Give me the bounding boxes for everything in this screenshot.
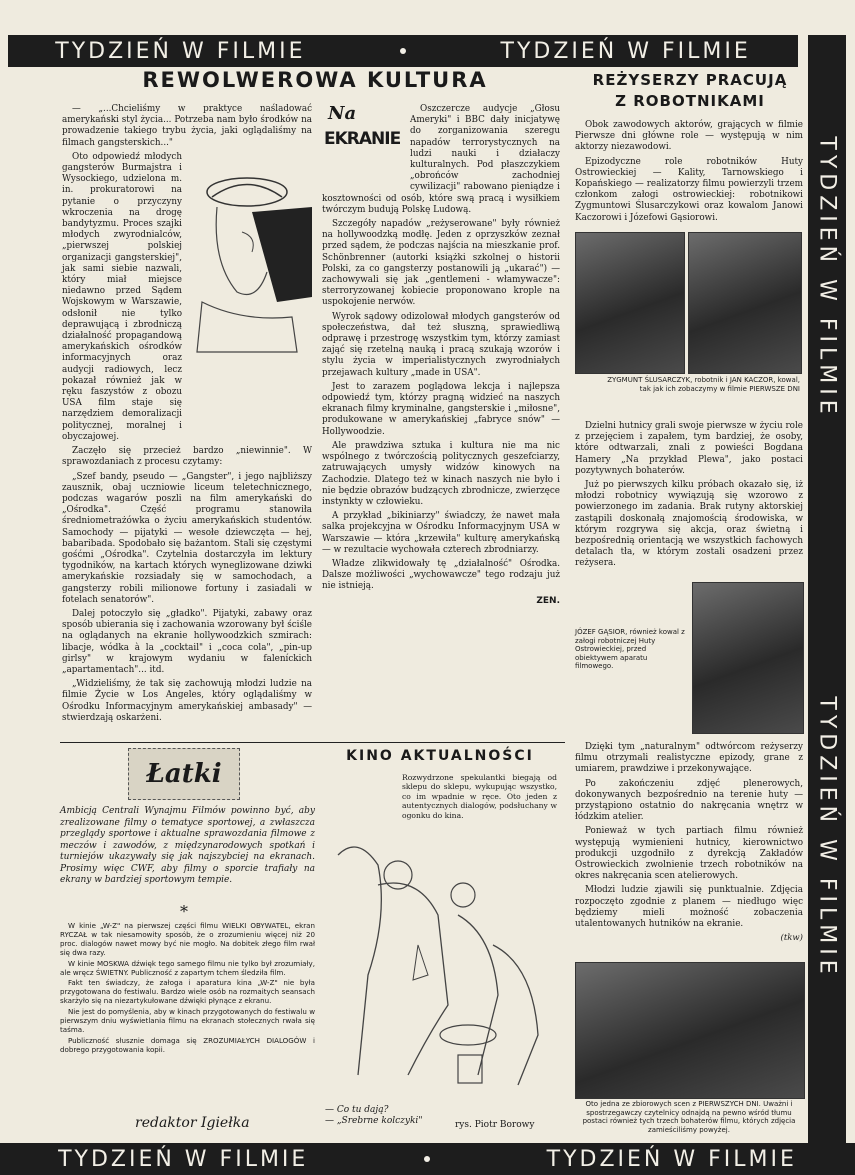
paragraph: Publiczność słusznie domaga się ZROZUMIAŁYCH DIALOGÓW i dobrego przygotowania kopii. — [60, 1035, 315, 1054]
section-divider — [60, 742, 565, 743]
logo-word: EKRANIE — [324, 129, 401, 149]
photo-gasior — [692, 582, 804, 734]
photo-caption: ZYGMUNT ŚLUSARCZYK, robotnik i JAN KACZOR, kowal, tak jak ich zobaczymy w filmie PIERWSZE DNI — [607, 376, 800, 393]
latki-signature: redaktor Igiełka — [135, 1115, 250, 1131]
illustration-credit: rys. Piotr Borowy — [455, 1120, 535, 1130]
photo-caption: Oto jedna ze zbiorowych scen z PIERWSZYCH DNI. Uważni i spostrzegawczy czytelnicy odnajdą na pewno wśród tłumu postaci również tych trzech bohaterów filmu, których zdjęcia zamieściliśmy powyżej. — [582, 1100, 796, 1134]
paragraph: Dalej potoczyło się „gładko". Pijatyki, zabawy oraz sposób ubierania się i zachowania wzorowany był ściśle na oglądanych na ekranie hollywoodzkich szmirach: libacje, wódka à la „cocktail" i „coca cola", „pin-up girlsy" w krajowym wydaniu w faleníckich „apartamentach"... itd. — [62, 608, 312, 675]
article2-intro — [575, 120, 803, 227]
banner-text: TYDZIEŃ W FILMIE — [500, 38, 751, 64]
paragraph: „Widzieliśmy, że tak się zachowują młodzi ludzie na filmie Życie w Los Angeles, który oglądaliśmy w Ośrodku Informacyjnym amerykańskiej ambasady" — stwierdzają oskarżeni. — [62, 679, 312, 723]
paragraph: Wyrok sądowy odizolował młodych gangsterów od społeczeństwa, dał też słuszną, sprawiedliwą odprawę i przestrogę wszystkim tym, którzy zamiast zająć się rzetelną nauką i pracą szukają wzorów i stylu życia w imperialistycznych zwyrodniałych przejawach kultury „made in USA". — [322, 311, 560, 378]
gangster-illustration — [182, 152, 312, 446]
paragraph: Ponieważ w tych partiach filmu również występują wymienieni hutnicy, kierownictwo produkcji uzgodniło z dyrekcją Zakładów Ostrowieckich zwolnienie trzech robotników na okres nakręcania scen atelierowych. — [575, 826, 803, 882]
kino-dialog — [325, 1105, 422, 1127]
article2-body2 — [575, 742, 803, 944]
signature: ZEN. — [536, 595, 560, 606]
bottom-banner — [0, 1143, 855, 1175]
paragraph: Już po pierwszych kilku próbach okazało się, iż młodzi robotnicy wywiązują się wzorowo z powierzonego im zadania. Brak rutyny aktorskiej zastąpili doskonałą znajomością środowiska, w którym rozgrywa się akcja, oraz świetną i bezpośrednią orientacją we wszystkich fachowych detalach tła, w którym zostali osadzeni przez reżysera. — [575, 480, 803, 569]
latki-header-box — [128, 748, 240, 800]
paragraph: Oszczercze audycje „Głosu Ameryki" i BBC dały inicjatywę do zorganizowania szeregu napadów terrorystycznych na ludzi nauki i działaczy kulturalnych. Pod płaszczykiem „obrońców zachodniej cywilizacji" rabowano pieniądze i kosztowności od osób, które swą pracą i wysiłkiem twórczym budują Polskę Ludową. — [322, 104, 560, 215]
banner-dot — [424, 1156, 430, 1162]
paragraph: Po zakończeniu zdjęć plenerowych, dokonywanych bezpośrednio na terenie huty — przystąpiono ostatnio do nakręcania wnętrz w łódzkim atelier. — [575, 778, 803, 823]
paragraph: Ale prawdziwa sztuka i kultura nie ma nic wspólnego z twórczością politycznych geszefciarzy, zatruwających umysły widzów kinowych na Zachodzie. Dlatego też w kinach naszych nie było i nie będzie obrazów budzących zbrodnicze, zwierzęce instynkty w człowieku. — [322, 440, 560, 507]
paragraph: Młodzi ludzie zjawili się punktualnie. Zdjęcia rozpoczęto zgodnie z planem — niedługo więc będziemy mieli możność zobaczenia utalentowanych hutników na ekranie. — [575, 885, 803, 930]
latki-body — [60, 922, 315, 1057]
banner-dot — [400, 48, 406, 54]
paragraph: — „...Chcieliśmy w praktyce naśladować amerykański styl życia... Potrzeba nam było środków na prowadzenie takiego trybu życia, jaki oglądaliśmy na filmach gangsterskich..." — [62, 104, 312, 148]
paragraph: W kinie „W-Z" na pierwszej części filmu WIELKI OBYWATEL, ekran RYCZAŁ w tak niesamowity sposób, że o zrozumieniu więcej niż 20 proc. dialogów nawet mowy być nie mogło. Na dobitek złego film rwał się dwa razy. — [60, 921, 315, 957]
paragraph: A przykład „bikiniarzy" świadczy, że nawet mała salka projekcyjna w Ośrodku Informacyjnym USA w Warszawie — która „krzewiła" kulturę amerykańską — w rezultacie wychowała czterech zbrodniarzy. — [322, 511, 560, 555]
latki-header: Łatki — [146, 759, 222, 789]
banner-text: TYDZIEŃ W FILMIE — [814, 696, 840, 979]
article-title: REWOLWEROWA KULTURA — [142, 68, 488, 92]
kino-illustration — [318, 775, 558, 1095]
banner-text: TYDZIEŃ W FILMIE — [814, 136, 840, 419]
kino-title: KINO AKTUALNOŚCI — [346, 748, 534, 764]
article-column-2 — [322, 104, 560, 607]
article2-body — [575, 421, 803, 573]
paragraph: Epizodyczne role robotników Huty Ostrowieckiej — Kality, Tarnowskiego i Kopańskiego — realizatorzy filmu powierzyli trzem członkom załogi ostrowieckiej: robotnikowi Zygmuntowi Ślusarczykowi oraz kowalom Janowi Kaczorowi i Józefowi Gąsiorowi. — [575, 156, 803, 223]
signature: (tkw) — [780, 933, 803, 944]
paragraph: Dzięki tym „naturalnym" odtwórcom reżyserzy filmu otrzymali realistyczne epizody, grane z umiarem, prawdziwe i przekonywające. — [575, 742, 803, 775]
dialog-line: — „Srebrne kolczyki" — [325, 1116, 423, 1126]
banner-text: TYDZIEŃ W FILMIE — [55, 38, 306, 64]
top-banner — [8, 35, 798, 67]
paragraph: Obok zawodowych aktorów, grających w filmie Pierwsze dni główne role — występują w nim aktorzy niezawodowi. — [575, 120, 803, 153]
photo-caption: JÓZEF GĄSIOR, również kowal z załogi robotniczej Huty Ostrowieckiej, przed obiektywem aparatu filmowego. — [575, 628, 685, 670]
paragraph: Nie jest do pomyślenia, aby w kinach przygotowanych do festiwalu w pierwszym dniu wyświetlania filmu na ekranach stołecznych rwała się taśma. — [60, 1007, 315, 1034]
photo-crowd-scene — [575, 962, 805, 1099]
article-column-1 — [62, 104, 312, 727]
paragraph: Władze zlikwidowały tę „działalność" Ośrodka. Dalsze możliwości „wychowawcze" tego rodzaju już nie istnieją. — [322, 558, 560, 592]
paragraph: „Szef bandy, pseudo — „Gangster", i jego najbliższy zausznik, obaj uczniowie liceum teletechnicznego, podczas wagarów poszli na film amerykański do „Ośrodka". Część programu stanowiła średniometrażówka o życiu amerykańskich studentów. Samochody — pijatyki — wesołe dziewczęta — hej, babaribada. Spodobało się bażantom. Stali się częstymi gośćmi „Ośrodka". Czytelnia dostarczyła im lektury tygodników, na kartach których wyneglizowane dziwki amerykańskie rozsiadały się w samochodach, a gangsterzy robili milionowe fortuny i zasiadali w fotelach senatorów". — [62, 471, 312, 605]
paragraph: Oto odpowiedź młodych gangsterów Burmajstra i Wysockiego, udzielona m. in. prokuratorowi na pytanie o przyczyny wkroczenia na drogę bandytyzmu. Proces szajki młodych zwyrodnialców, „pierwszej polskiej organizacji gangsterskiej", jak sami siebie nazwali, który miał miejsce niedawno przed Sądem Wojskowym w Warszawie, odsłonił nie tylko deprawującą i zbrodniczą działalność propagandową amerykańskich ośrodków informacyjnych oraz audycji radiowych, lecz pokazał również jak w ręku faszystów z obozu USA film staje się narzędziem demoralizacji politycznej, moralnej i obyczajowej. — [62, 151, 182, 442]
latki-intro: Ambicją Centrali Wynajmu Filmów powinno być, aby zrealizowane filmy o tematyce sportowej, a zwłaszcza przeglądy sportowe i aktualne sprawozdania filmowe z meczów i zawodów, z międzynarodowych spotkań i turniejów ukazywały się jak najszybciej na ekranach. Prosimy więc CWF, aby filmy o sporcie trafiały na ekrany w bardziej sportowym tempie. — [60, 806, 315, 885]
article-title: REŻYSERZY PRACUJĄ Z ROBOTNIKAMI — [592, 71, 788, 110]
dialog-line: — Co tu dają? — [325, 1105, 389, 1115]
photo-slusarczyk — [575, 232, 685, 374]
na-ekranie-logo — [322, 104, 404, 184]
paragraph: Dzielni hutnicy grali swoje pierwsze w życiu role z przejęciem i zapałem, tym bardziej, że osoby, które odtwarzali, znali z powieści Bogdana Hamery „Na przykład Plewa", jako postaci pozytywnych bohaterów. — [575, 421, 803, 476]
kino-text: Rozwydrzone spekulantki biegają od sklepu do sklepu, wykupując wszystko, co im wpadnie w ręce. Oto jeden z autentycznych dialogów, podsłuchany w ogonku do kina. — [402, 773, 557, 820]
photo-kaczor — [688, 232, 802, 374]
paragraph: Szczegóły napadów „reżyserowane" były również na hollywoodzką modłę. Jeden z oprzyszków zeznał przed sądem, że podczas najścia na mieszkanie prof. Schönbrenner (autorki książki szkolnej o historii Polski, za co gangsterzy postanowili ją „ukarać") — zachowywali się jak „gentlemeni - włamywacze": sterroryzowanej kobiecie proponowano krople na uspokojenie nerwów. — [322, 219, 560, 308]
banner-text: TYDZIEŃ W FILMIE — [58, 1146, 309, 1172]
paragraph: Zaczęło się przecież bardzo „niewinnie". W sprawozdaniach z procesu czytamy: — [62, 446, 312, 468]
banner-text: TYDZIEŃ W FILMIE — [546, 1146, 797, 1172]
right-banner — [808, 35, 846, 1143]
paragraph: Jest to zarazem poglądowa lekcja i najlepsza odpowiedź tym, którzy pragną widzieć na naszych ekranach filmy kryminalne, gangsterskie i „miłosne", produkowane w amerykańskiej „fabryce snów" — Hollywoodzie. — [322, 381, 560, 437]
paragraph: W kinie MOSKWA dźwięk tego samego filmu nie tylko był zrozumiały, ale wręcz ŚWIETNY. Publiczność z zapartym tchem śledziła film. — [60, 958, 315, 977]
logo-word: Na — [328, 103, 357, 124]
paragraph: Fakt ten świadczy, że załoga i aparatura kina „W-Z" nie była przygotowana do festiwalu. Bardzo wiele osób na rozmaitych seansach skarżyło się na niezartykułowane dźwięki płynące z ekranu. — [60, 978, 315, 1006]
star-separator: * — [180, 902, 188, 921]
